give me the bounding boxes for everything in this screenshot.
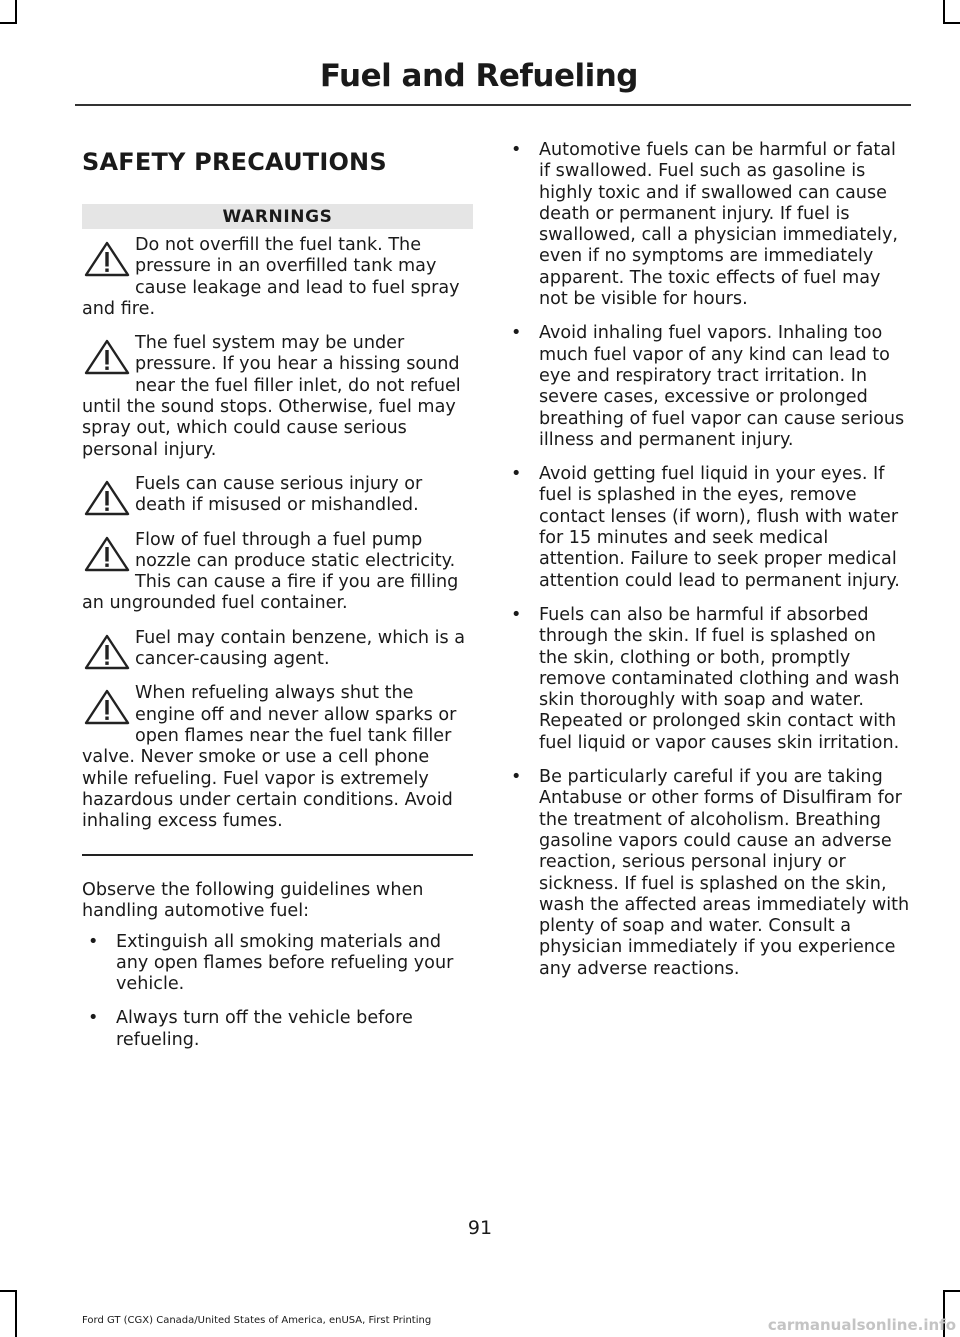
- bullet-item: [82, 1008, 473, 1051]
- warning-item: [82, 235, 473, 320]
- crop-mark: [943, 22, 960, 24]
- warning-triangle-icon: [82, 536, 132, 574]
- crop-mark: [943, 0, 945, 22]
- bullet-text: Avoid inhaling fuel vapors. Inhaling too much fuel vapor of any kind can lead to eye and respiratory tract irritation. In severe cases, excessive or prolonged breathing of fuel vapor can cause serious illness and permanent injury.: [539, 323, 905, 450]
- bullet-dot: •: [511, 140, 522, 160]
- warning-item: [82, 683, 473, 832]
- warning-text: Fuels can cause serious injury or death if misused or mishandled.: [135, 473, 423, 516]
- bullet-dot: •: [511, 464, 522, 485]
- crop-mark: [15, 1290, 17, 1337]
- bullet-item: [505, 767, 910, 980]
- warning-item: [82, 333, 473, 461]
- bullet-item: [505, 464, 910, 592]
- warning-text: Fuel may contain benzene, which is a cancer-causing agent.: [135, 627, 466, 670]
- section-title: SAFETY PRECAUTIONS: [82, 148, 387, 176]
- intro-text: Observe the following guidelines when handling automotive fuel:: [82, 879, 424, 922]
- bullet-text: Extinguish all smoking materials and any open flames before refueling your vehicle.: [116, 931, 454, 995]
- page-header-title: Fuel and Refueling: [319, 58, 638, 94]
- warning-item: [82, 474, 473, 517]
- watermark: carmanualsonline.info: [767, 1316, 956, 1334]
- crop-mark: [15, 0, 17, 22]
- header-rule: [75, 104, 911, 106]
- left-column: [82, 140, 473, 1064]
- bullet-dot: •: [88, 931, 99, 952]
- bullet-dot: •: [511, 767, 522, 788]
- bullet-item: [82, 932, 473, 996]
- bullet-item: [505, 140, 910, 310]
- warning-text: Flow of fuel through a fuel pump nozzle can produce static electricity. This can cause a fire if you are filling an ungrounded fuel container.: [82, 529, 459, 614]
- crop-mark: [0, 1290, 17, 1292]
- warnings-heading: WARNINGS: [82, 204, 473, 229]
- edition-footer: Ford GT (CGX) Canada/United States of America, enUSA, First Printing: [82, 1315, 432, 1326]
- page-number: 91: [467, 1217, 493, 1239]
- crop-mark: [0, 22, 17, 24]
- warnings-list: [82, 235, 473, 832]
- bullet-text: Automotive fuels can be harmful or fatal if swallowed. Fuel such as gasoline is highly toxic and if swallowed can cause death or permanent injury. If fuel is swallowed, call a physician immediately, even if no symptoms are immediately apparent. The toxic effects of fuel may not be visible for hours.: [539, 140, 898, 310]
- crop-mark: [943, 1290, 960, 1292]
- left-bullet-list: [82, 932, 473, 1051]
- warning-triangle-icon: [82, 634, 132, 672]
- warning-triangle-icon: [82, 480, 132, 518]
- warning-triangle-icon: [82, 241, 132, 279]
- warning-text: Do not overfill the fuel tank. The pressure in an overfilled tank may cause leakage and lead to fuel spray and fire.: [82, 235, 460, 319]
- right-bullet-list: [505, 140, 910, 980]
- warning-text: The fuel system may be under pressure. If you hear a hissing sound near the fuel filler inlet, do not refuel until the sound stops. Otherwise, fuel may spray out, which could cause serious personal injury.: [82, 333, 461, 460]
- bullet-item: [505, 323, 910, 451]
- bullet-item: [505, 605, 910, 754]
- right-column: [505, 140, 910, 993]
- warning-item: [82, 530, 473, 615]
- warning-triangle-icon: [82, 689, 132, 727]
- warning-text: When refueling always shut the engine off and never allow sparks or open flames near the fuel tank filler valve. Never smoke or use a cell phone while refueling. Fuel vapor is extremely hazardous under certain conditions. Avoid inhaling excess fumes.: [82, 683, 457, 832]
- bullet-text: Always turn off the vehicle before refueling.: [116, 1008, 413, 1050]
- warnings-divider: [82, 854, 473, 856]
- bullet-text: Be particularly careful if you are taking Antabuse or other forms of Disulfiram for the treatment of alcoholism. Breathing gasoline vapors could cause an adverse reaction, serious personal injury or sickness. If fuel is splashed on the skin, wash the affected areas immediately with plenty of soap and water. Consult a physician immediately if you experience any adverse reactions.: [539, 767, 910, 979]
- warning-item: [82, 628, 473, 671]
- bullet-dot: •: [511, 323, 522, 344]
- warning-triangle-icon: [82, 339, 132, 377]
- bullet-dot: •: [511, 604, 522, 625]
- bullet-text: Avoid getting fuel liquid in your eyes. If fuel is splashed in the eyes, remove contact lenses (if worn), flush with water for 15 minutes and seek medical attention. Failure to seek proper medical attention could lead to permanent injury.: [539, 464, 900, 591]
- bullet-text: Fuels can also be harmful if absorbed through the skin. If fuel is splashed on the skin, clothing or both, promptly remove contaminated clothing and wash skin thoroughly with soap and water. Repeated or prolonged skin contact with fuel liquid or vapor causes skin irritation.: [539, 604, 900, 753]
- bullet-dot: •: [88, 1008, 99, 1029]
